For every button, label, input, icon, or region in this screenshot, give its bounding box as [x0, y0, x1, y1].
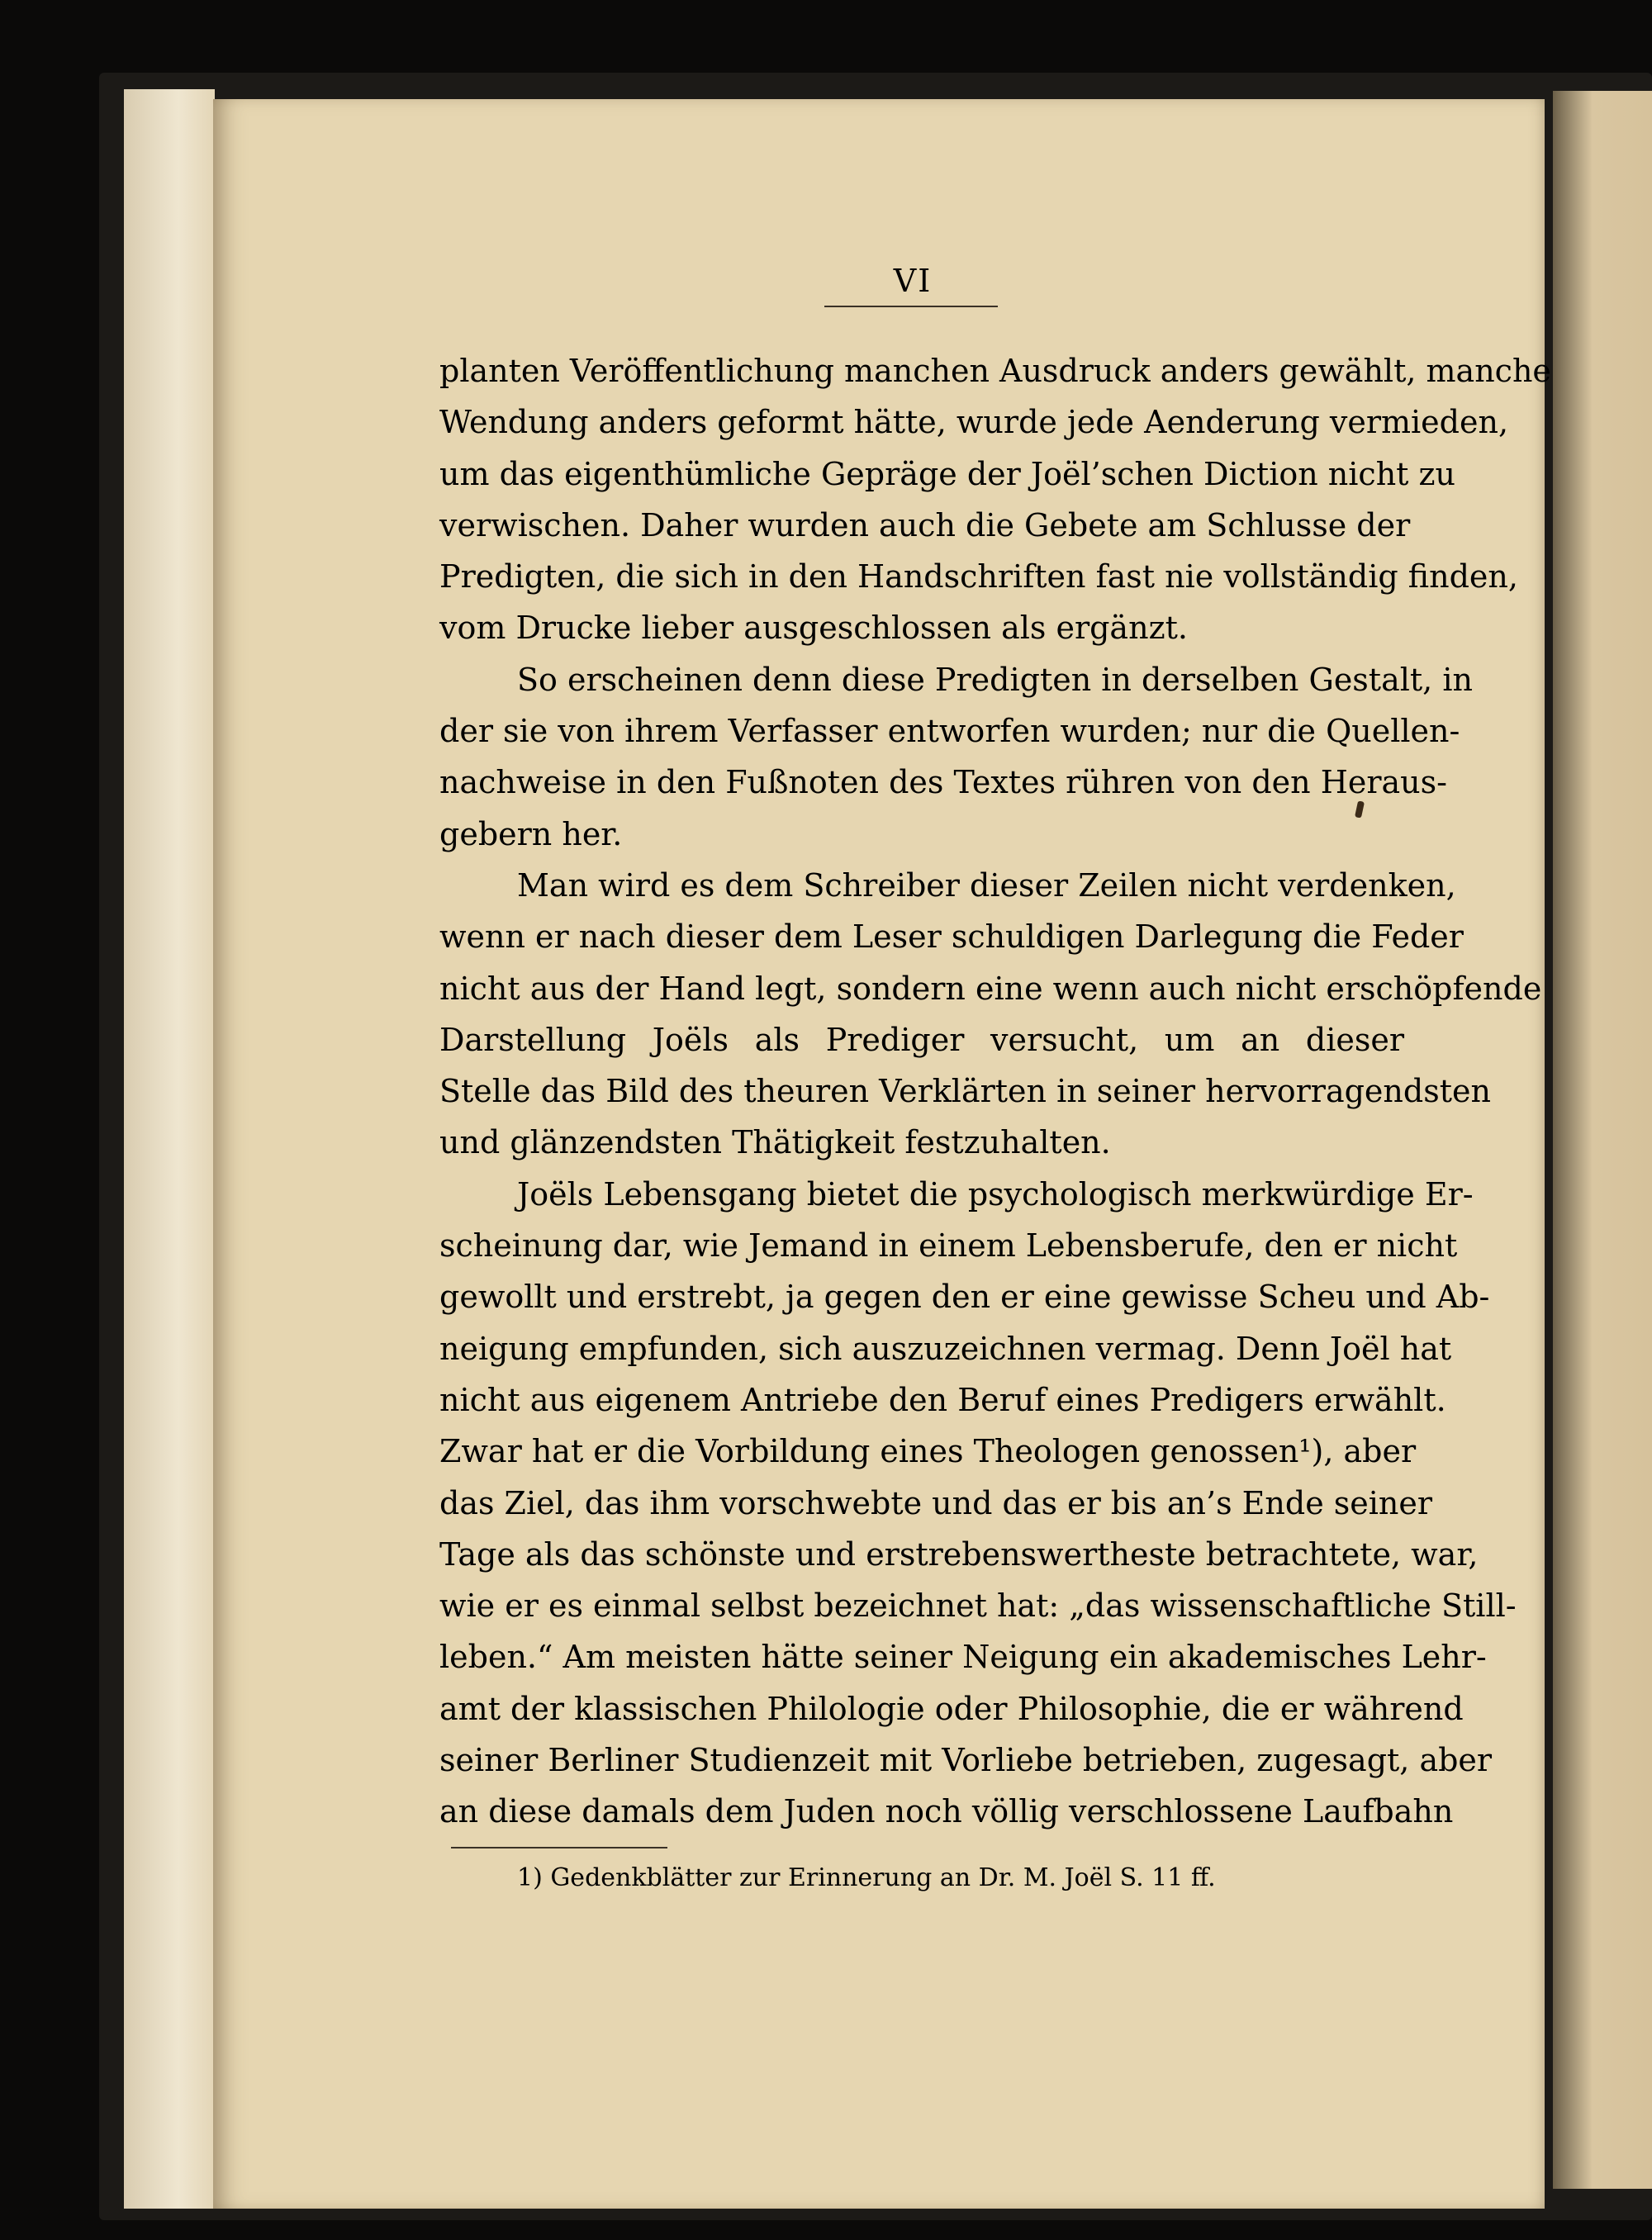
- text-line: Zwar hat er die Vorbildung eines Theologen genossen¹), aber: [439, 1433, 1417, 1470]
- text-line: Darstellung Joëls als Prediger versucht, um an dieser: [439, 1021, 1404, 1058]
- text-line: nicht aus der Hand legt, sondern eine wenn auch nicht erschöpfende: [439, 970, 1542, 1007]
- text-line: scheinung dar, wie Jemand in einem Lebensberufe, den er nicht: [439, 1227, 1458, 1265]
- text-line: verwischen. Daher wurden auch die Gebete am Schlusse der: [439, 506, 1411, 543]
- text-line: Wendung anders geformt hätte, wurde jede Aenderung vermieden,: [439, 404, 1509, 441]
- header-rule: [824, 306, 998, 307]
- text-line: Tage als das schönste und erstrebenswertheste betrachtete, war,: [439, 1535, 1479, 1573]
- text-line: an diese damals dem Juden noch völlig verschlossene Laufbahn: [439, 1793, 1454, 1830]
- text-line: das Ziel, das ihm vorschwebte und das er bis an’s Ende seiner: [439, 1484, 1433, 1521]
- body-text: [439, 345, 1551, 1838]
- text-line: nicht aus eigenem Antriebe den Beruf eines Predigers erwählt.: [439, 1381, 1446, 1418]
- text-line: vom Drucke lieber ausgeschlossen als ergänzt.: [439, 610, 1188, 647]
- footnote-rule: [451, 1847, 667, 1848]
- footnote-marker: 1): [517, 1863, 543, 1892]
- text-line: seiner Berliner Studienzeit mit Vorliebe betrieben, zugesagt, aber: [439, 1742, 1493, 1779]
- text-line: Stelle das Bild des theuren Verklärten in seiner hervorragendsten: [439, 1073, 1491, 1110]
- text-line: gebern her.: [439, 815, 623, 852]
- footnote-text: Gedenkblätter zur Erinnerung an Dr. M. Joël S. 11 ff.: [550, 1863, 1216, 1892]
- text-line: der sie von ihrem Verfasser entworfen wurden; nur die Quellen-: [439, 713, 1460, 750]
- text-line: gewollt und erstrebt, ja gegen den er eine gewisse Scheu und Ab-: [439, 1279, 1490, 1316]
- next-page-edge: [1553, 91, 1652, 2189]
- text-line: Joëls Lebensgang bietet die psychologisch merkwürdige Er-: [517, 1175, 1474, 1213]
- text-line: neigung empfunden, sich auszuzeichnen vermag. Denn Joël hat: [439, 1330, 1452, 1367]
- text-line: planten Veröffentlichung manchen Ausdruck anders gewählt, manche: [439, 353, 1551, 389]
- text-line: So erscheinen denn diese Predigten in derselben Gestalt, in: [517, 661, 1473, 698]
- text-line: wie er es einmal selbst bezeichnet hat: „das wissenschaftliche Still-: [439, 1587, 1517, 1625]
- text-line: leben.“ Am meisten hätte seiner Neigung ein akademisches Lehr-: [439, 1639, 1487, 1676]
- text-line: wenn er nach dieser dem Leser schuldigen Darlegung die Feder: [439, 918, 1464, 956]
- page-number: VI: [893, 263, 933, 299]
- text-line: und glänzendsten Thätigkeit festzuhalten.: [439, 1124, 1111, 1161]
- text-line: nachweise in den Fußnoten des Textes rühren von den Heraus-: [439, 764, 1447, 801]
- footnote: [517, 1860, 1426, 1896]
- page-stack-edge: [124, 89, 215, 2209]
- text-line: Man wird es dem Schreiber dieser Zeilen nicht verdenken,: [517, 866, 1456, 904]
- text-line: amt der klassischen Philologie oder Philosophie, die er während: [439, 1690, 1464, 1727]
- text-line: Predigten, die sich in den Handschriften fast nie vollständig finden,: [439, 558, 1518, 596]
- text-line: um das eigenthümliche Gepräge der Joël’schen Diction nicht zu: [439, 455, 1456, 492]
